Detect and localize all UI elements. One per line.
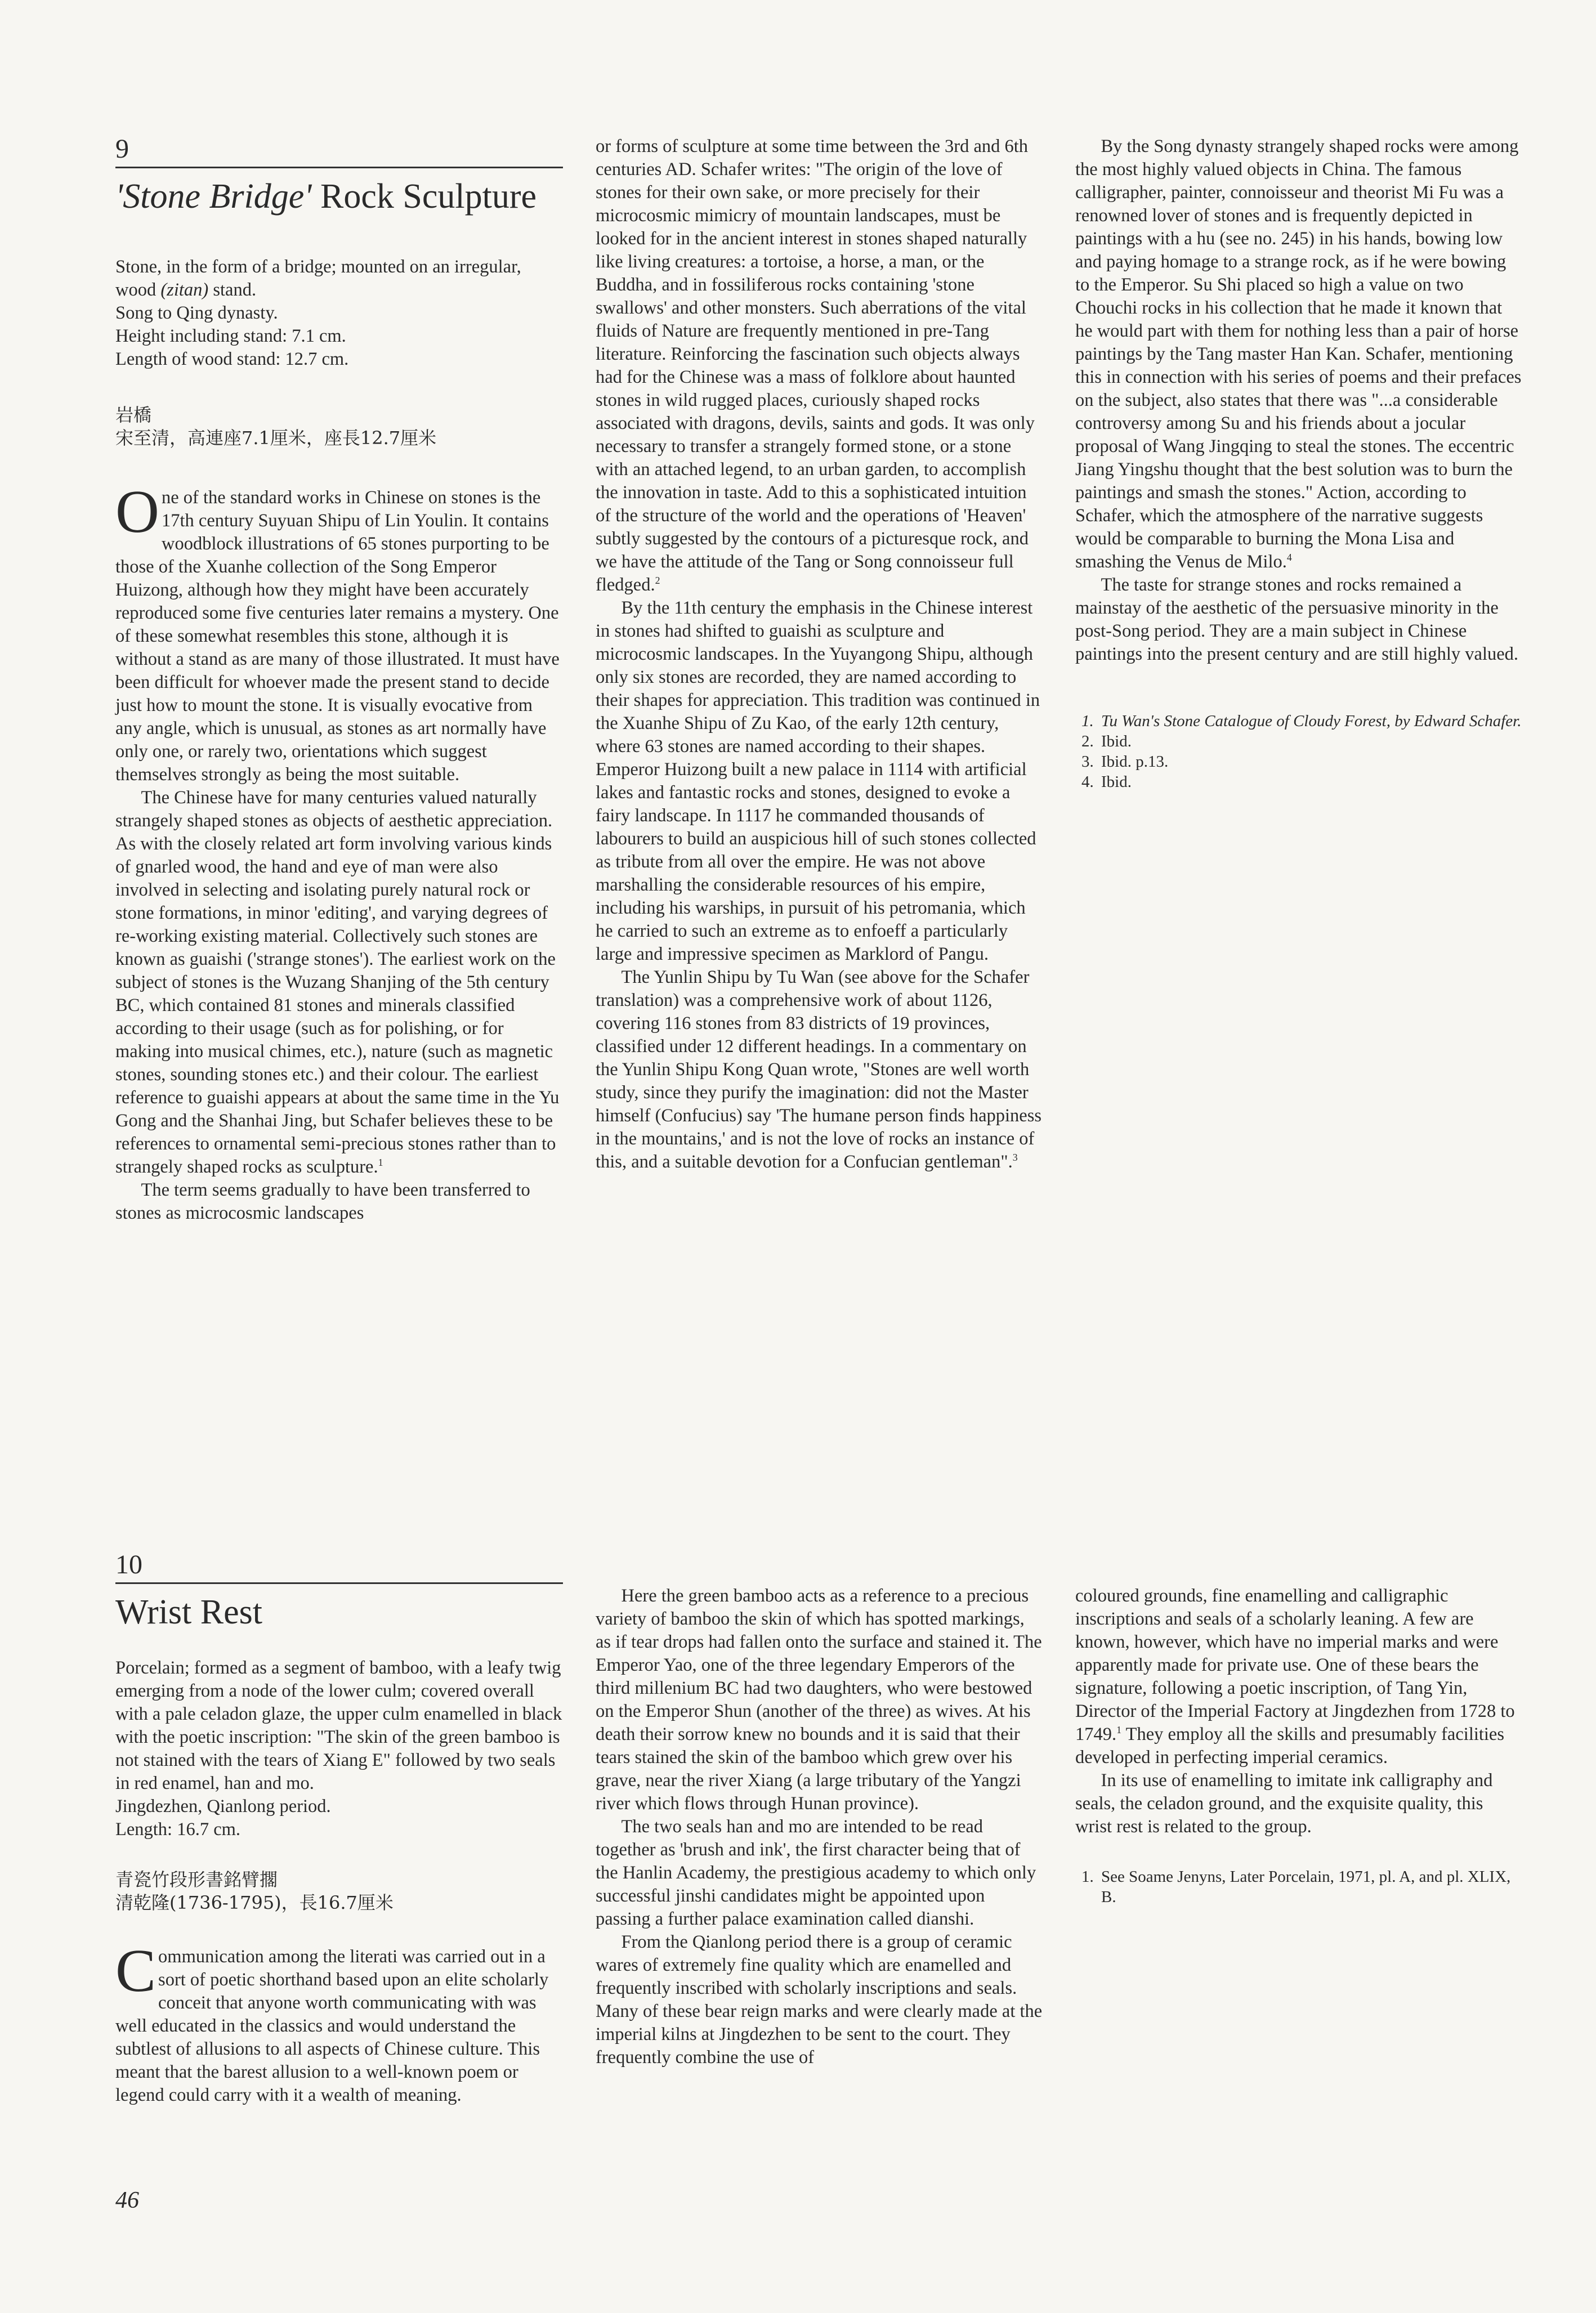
paragraph: The two seals han and mo are intended to be read together as 'brush and ink', the first character being that of the Hanlin Academy, the prestigious academy to which only successful jinshi candidates might be appointed upon passing a further palace examination called dianshi. xyxy=(596,1817,1036,1929)
entry-10-column-1 xyxy=(115,1551,563,2107)
paragraph: The Yunlin Shipu by Tu Wan (see above for the Schafer translation) was a comprehensive work of about 1126, covering 116 stones from 83 districts of 19 provinces, classified under 12 different headings. In a commentary on the Yunlin Shipu Kong Quan wrote, "Stones are well worth study, since they purify the imagination: did not the Master himself (Confucius) say 'The humane person finds happiness in the mountains,' and is not the love of rocks an instance of this, and a suitable devotion for a Confucian gentleman".$^3$ xyxy=(596,967,1042,1172)
entry-rule xyxy=(115,1582,563,1584)
footnote: 4. Ibid. xyxy=(1098,772,1523,792)
spec-line: Porcelain; formed as a segment of bamboo, with a leafy twig emerging from a node of the lower culm; covered overall with a pale celadon glaze, the upper culm enamelled in black with the poetic inscription: "The skin of the green bamboo is not stained with the tears of Xiang E" followed by two seals in red enamel, han and mo. xyxy=(115,1658,562,1793)
entry-number: 10 xyxy=(115,1550,142,1580)
chinese-title: 青瓷竹段形書銘臂擱 xyxy=(115,1869,278,1890)
footnote-ref: 1 xyxy=(1116,1724,1122,1736)
chinese-caption xyxy=(115,1868,563,1914)
paragraph: The Chinese have for many centuries valued naturally strangely shaped stones as objects of aesthetic appreciation. As with the closely related art form involving various kinds of gnarled wood, the hand and eye of man were also involved in selecting and isolating purely natural rock or stone formations, in minor 'editing', and varying degrees of re-working existing material. Collectively such stones are known as guaishi ('strange stones'). The earliest work on the subject of stones is the Wuzang Shanjing of the 5th century BC, which contained 81 stones and minerals classified according to their usage (such as for polishing, or for making into musical chimes, etc.), nature (such as magnetic stones, sounding stones etc.) and their colour. The earliest reference to guaishi appears at about the same time in the Yu Gong and the Shanhai Jing, but Schafer believes these to be references to ornamental semi-precious stones rather than to strangely shaped rocks as sculpture.$^1$ xyxy=(115,788,560,1177)
paragraph: The taste for strange stones and rocks remained a mainstay of the aesthetic of the persuasive minority in the post-Song period. They are a main subject in Chinese paintings into the present century and are still highly valued. xyxy=(1075,575,1519,664)
chinese-title: 岩橋 xyxy=(115,404,152,426)
paragraph: coloured grounds, fine enamelling and calligraphic inscriptions and seals of a scholarly leaning. A few are known, however, which have no imperial marks and were apparently made for private use. One of these bears the signature, following a poetic inscription, of Tang Yin, Director of the Imperial Factory at Jingdezhen from 1728 to 1749.$^1$ They employ all the skills and presumably facilities developed in perfecting imperial ceramics. xyxy=(1075,1586,1515,1768)
entry-title-italic: 'Stone Bridge' xyxy=(115,177,312,216)
chinese-spec: 清乾隆(1736-1795)，長16.7厘米 xyxy=(115,1892,394,1913)
object-specification xyxy=(115,256,563,371)
paragraph: Communication among the literati was carried out in a sort of poetic shorthand based upon an elite scholarly conceit that anyone worth communicating with was well educated in the classics and would understand the subtlest of allusions to all aspects of Chinese culture. This meant that the barest allusion to a well-known poem or legend could carry with it a wealth of meaning. xyxy=(115,1938,549,2105)
drop-cap: O xyxy=(115,478,159,545)
drop-cap: C xyxy=(115,1938,157,2005)
footnote-ref: 3 xyxy=(1012,1152,1018,1164)
object-specification xyxy=(115,1657,563,1841)
spec-line: Height including stand: 7.1 cm. xyxy=(115,326,346,346)
chinese-spec: 宋至清，高連座7.1厘米，座長12.7厘米 xyxy=(115,427,437,449)
footnote: 1. Tu Wan's Stone Catalogue of Cloudy Forest, by Edward Schafer. xyxy=(1098,711,1523,731)
footnote: 2. Ibid. xyxy=(1098,731,1523,751)
entry-number: 9 xyxy=(115,134,129,164)
paragraph: From the Qianlong period there is a group of ceramic wares of extremely fine quality which are enamelled and frequently inscribed with scholarly inscriptions and seals. Many of these bear reign marks and were clearly made at the imperial kilns at Jingdezhen to be sent to the court. They frequently combine the use of xyxy=(596,1932,1043,2068)
entry-title-rest: Rock Sculpture xyxy=(311,177,537,216)
footnotes xyxy=(1075,1867,1523,1907)
spec-line: Length of wood stand: 12.7 cm. xyxy=(115,349,349,369)
footnote: 1. See Soame Jenyns, Later Porcelain, 1971, pl. A, and pl. XLIX, B. xyxy=(1098,1867,1523,1907)
footnote-ref: 1 xyxy=(378,1157,383,1169)
paragraph: The term seems gradually to have been transferred to stones as microcosmic landscapes xyxy=(115,1180,530,1223)
entry-title xyxy=(115,176,563,217)
paragraph: or forms of sculpture at some time between the 3rd and 6th centuries AD. Schafer writes: "The origin of the love of stones for their own sake, or more precisely for their microcosmic mimicry of mountain landscapes, must be looked for in the ancient interest in stones shaped naturally like living creatures: a tortoise, a horse, a man, or the Buddha, and in fossiliferous rocks containing 'stone swallows' and other monsters. Such aberrations of the vital fluids of Nature are frequently mentioned in pre-Tang literature. Reinforcing the fascination such objects always had for the Chinese was a mass of folklore about haunted stones in wild rugged places, curiously shaped rocks associated with dragons, devils, saints and gods. It was only necessary to transfer a strangely formed stone, or a stone with an attached legend, to an urban garden, to accomplish the innovation in taste. Add to this a sophisticated intuition of the structure of the world and the operations of 'Heaven' subtly suggested by the contours of a picturesque rock, and we have the attitude of the Tang or Song connoisseur full fledged.$^2$ xyxy=(596,136,1035,595)
body-text xyxy=(115,478,563,1225)
entry-10-column-2 xyxy=(596,1585,1043,2069)
entry-title: Wrist Rest xyxy=(115,1593,262,1631)
footnote: 3. Ibid. p.13. xyxy=(1098,751,1523,772)
paragraph: By the 11th century the emphasis in the Chinese interest in stones had shifted to guaishi as sculpture and microcosmic landscapes. In the Yuyangong Shipu, although only six stones are recorded, they are named according to their shapes for appreciation. This tradition was continued in the Xuanhe Shipu of Zu Kao, of the early 12th century, where 63 stones are named according to their shapes. Emperor Huizong built a new palace in 1114 with artificial lakes and fantastic rocks and stones, designed to evoke a fairy landscape. In 1117 he commanded thousands of labourers to build an auspicious hill of such stones collected as tribute from all over the empire. He was not above marshalling the considerable resources of his empire, including his warships, in pursuit of his petromania, which he carried to such an extreme as to enfoeff a particularly large and impressive specimen as Marklord of Pangu. xyxy=(596,598,1040,964)
entry-9-column-1 xyxy=(115,135,563,1225)
paragraph: By the Song dynasty strangely shaped rocks were among the most highly valued objects in China. The famous calligrapher, painter, connoisseur and theorist Mi Fu was a renowned lover of stones and is frequently depicted in paintings with a hu (see no. 245) in his hands, bowing low and paying homage to a strange rock, as if he were bowing to the Emperor. Su Shi placed so high a value on two Chouchi rocks in his collection that he made it known that he would part with them for nothing less than a pair of horse paintings by the Tang master Han Kan. Schafer, mentioning this in connection with his series of poems and their prefaces on the subject, also states that there was "...a considerable controversy among Su and his friends about a jocular proposal of Wang Jingqing to steal the stones. The eccentric Jiang Yingshu thought that the best solution was to burn the paintings and smash the stones." Action, according to Schafer, which the atmosphere of the narrative suggests would be comparable to burning the Mona Lisa and smashing the Venus de Milo.$^4$ xyxy=(1075,136,1522,572)
footnotes xyxy=(1075,711,1523,792)
paragraph: In its use of enamelling to imitate ink calligraphy and seals, the celadon ground, and the exquisite quality, this wrist rest is related to the group. xyxy=(1075,1770,1493,1837)
spec-line: Stone, in the form of a bridge; mounted on an irregular, wood (zitan) stand. xyxy=(115,257,521,300)
entry-9-column-2 xyxy=(596,135,1043,1174)
paragraph: One of the standard works in Chinese on stones is the 17th century Suyuan Shipu of Lin Youlin. It contains woodblock illustrations of 65 stones purporting to be those of the Xuanhe collection of the Song Emperor Huizong, although how they might have been accurately reproduced some five centuries later remains a mystery. One of these somewhat resembles this stone, although it is without a stand as are many of those illustrated. It must have been difficult for whoever made the present stand to decide just how to mount the stone. It is visually evocative from any angle, which is unusual, as stones as art normally have only one, or rarely two, orientations which suggest themselves strongly as being the most suitable. xyxy=(115,478,560,785)
paragraph: Here the green bamboo acts as a reference to a precious variety of bamboo the skin of which has spotted markings, as if tear drops had fallen onto the surface and stained it. The Emperor Yao, one of the three legendary Emperors of the third millenium BC had two daughters, who were bestowed on the Emperor Shun (another of the three) as wives. At his death their sorrow knew no bounds and it is said that their tears stained the skin of the bamboo which grew over his grave, near the river Xiang (a large tributary of the Yangzi river which flows through Hunan province). xyxy=(596,1586,1042,1814)
spec-line: Length: 16.7 cm. xyxy=(115,1819,241,1840)
footnote-ref: 2 xyxy=(655,575,660,587)
entry-10-column-3 xyxy=(1075,1585,1523,1907)
spec-line: Jingdezhen, Qianlong period. xyxy=(115,1796,331,1817)
body-text xyxy=(115,1938,563,2107)
chinese-caption xyxy=(115,404,563,450)
footnote-ref: 4 xyxy=(1286,552,1292,563)
spec-line: Song to Qing dynasty. xyxy=(115,303,278,323)
entry-rule xyxy=(115,167,563,168)
page-number: 46 xyxy=(115,2187,139,2213)
entry-9-column-3 xyxy=(1075,135,1523,792)
